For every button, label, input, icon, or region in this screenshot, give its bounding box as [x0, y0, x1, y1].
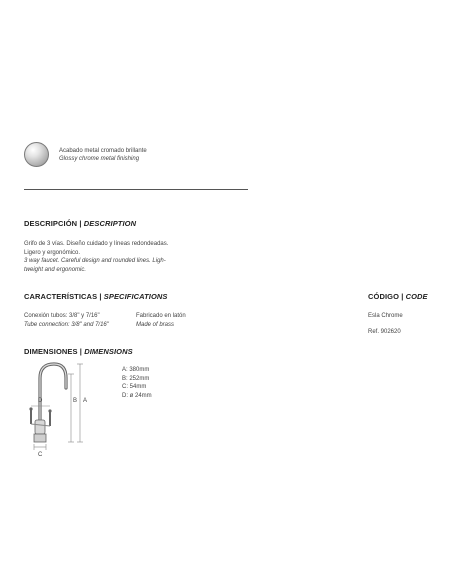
- finish-label-en: Glossy chrome metal finishing: [59, 156, 140, 162]
- dimension-c: C: 54mm: [122, 384, 147, 390]
- finish-label-es: Acabado metal cromado brillante: [59, 148, 147, 154]
- material-en: Made of brass: [136, 321, 175, 328]
- code-heading-en: CODE: [405, 292, 428, 301]
- faucet-dimension-drawing: [18, 360, 118, 456]
- specifications-heading: [24, 292, 168, 301]
- code-heading: [368, 292, 428, 301]
- dimensions-heading: [24, 347, 133, 356]
- faucet-body: [35, 420, 45, 434]
- dimension-list: [122, 366, 152, 400]
- description-heading: [24, 219, 136, 228]
- dimension-d: D: ø 24mm: [122, 392, 152, 399]
- label-a: A: [83, 398, 88, 404]
- specifications-heading-en: SPECIFICATIONS: [103, 292, 168, 301]
- label-b: B: [73, 398, 78, 404]
- chrome-finish-swatch: [24, 142, 49, 167]
- faucet-spout: [40, 364, 66, 422]
- description-line: Grifo de 3 vías. Diseño cuidado y líneas redondeadas.: [24, 241, 169, 247]
- label-d: D: [38, 398, 43, 404]
- description-heading-en: DESCRIPTION: [83, 219, 137, 228]
- divider: [24, 189, 248, 190]
- description-heading-es: DESCRIPCIÓN |: [24, 219, 82, 228]
- code-heading-es: CÓDIGO |: [368, 292, 404, 301]
- label-c: C: [38, 452, 43, 456]
- product-name: Esla Chrome: [368, 313, 403, 319]
- tube-connection-en: Tube connection: 3/8" and 7/16": [24, 321, 109, 328]
- dimensions-heading-es: DIMENSIONES |: [24, 347, 82, 356]
- description-line: Ligero y ergonómico.: [24, 249, 81, 256]
- dimension-a: A: 380mm: [122, 367, 150, 373]
- tube-connection-es: Conexión tubos: 3/8" y 7/16": [24, 313, 100, 319]
- material-es: Fabricado en latón: [136, 313, 186, 319]
- specifications-heading-es: CARACTERÍSTICAS |: [24, 292, 102, 301]
- product-ref: Ref. 902620: [368, 329, 401, 335]
- dimension-b: B: 252mm: [122, 375, 150, 382]
- description-line: 3 way faucet. Careful design and rounded lines. Ligh-: [24, 258, 166, 264]
- dimensions-heading-en: DIMENSIONS: [84, 347, 133, 356]
- faucet-base: [34, 434, 46, 442]
- description-line: tweight and ergonomic.: [24, 266, 87, 273]
